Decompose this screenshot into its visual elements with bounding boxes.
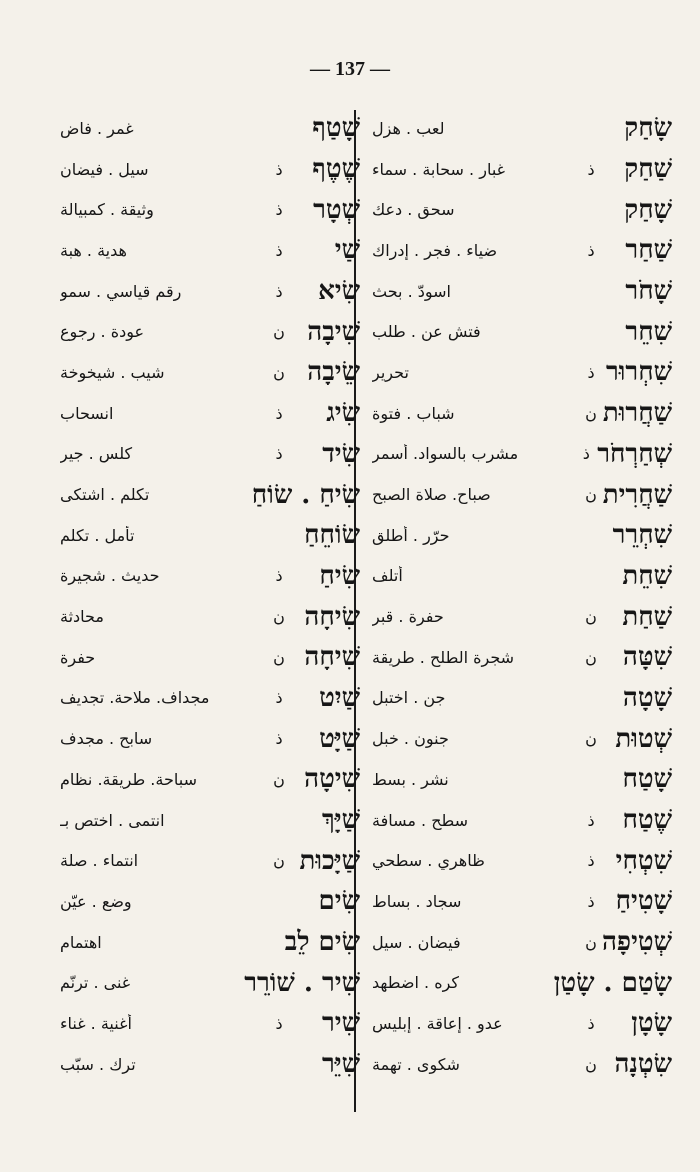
arabic-definition: سباحة. طريقة. نظام (60, 769, 197, 789)
dictionary-entry (372, 434, 672, 475)
arabic-definition: حفرة (60, 647, 96, 667)
arabic-definition: ترك . سبّب (60, 1054, 136, 1074)
arabic-definition: تحرير (372, 362, 409, 382)
dictionary-entry (372, 393, 672, 434)
gender-marker: ذ (587, 810, 595, 830)
arabic-definition: انتمى . اختص بـ (60, 810, 165, 830)
dictionary-entry (60, 271, 360, 312)
dictionary-entry (60, 474, 360, 515)
dictionary-entry (372, 474, 672, 515)
hebrew-headword: שִׁיטָה (304, 764, 360, 795)
arabic-definition: مجداف. ملاحة. تجديف (60, 688, 210, 708)
dictionary-entry (60, 230, 360, 271)
dictionary-entry (60, 678, 360, 719)
arabic-definition: انسحاب (60, 403, 114, 423)
dictionary-entry (60, 800, 360, 841)
hebrew-headword: שִׁחֵר (625, 316, 672, 347)
arabic-definition: شيب . شيخوخة (60, 362, 165, 382)
gender-marker: ذ (275, 688, 283, 708)
arabic-definition: غمر . فاض (60, 118, 134, 138)
gender-marker: ذ (587, 362, 595, 382)
arabic-definition: مشرب بالسواد. أسمر (372, 444, 519, 464)
dictionary-entry (372, 189, 672, 230)
hebrew-headword: שְׁטוּת (615, 723, 672, 754)
gender-marker: ذ (275, 200, 283, 220)
dictionary-entry (60, 189, 360, 230)
gender-marker: ذ (587, 891, 595, 911)
dictionary-entry (60, 759, 360, 800)
arabic-definition: شباب . فتوة (372, 403, 455, 423)
dictionary-entry (60, 556, 360, 597)
arabic-definition: اهتمام (60, 932, 102, 952)
dictionary-entry (372, 840, 672, 881)
dictionary-entry (372, 230, 672, 271)
gender-marker: ن (273, 769, 285, 789)
gender-marker: ذ (587, 1013, 595, 1033)
dictionary-entry (372, 1003, 672, 1044)
hebrew-headword: שְׁחַרְחֹר (597, 438, 672, 469)
hebrew-headword: שַׁיִט (319, 682, 360, 713)
gender-marker: ذ (587, 851, 595, 871)
hebrew-headword: שָׁטַף (312, 113, 360, 144)
hebrew-headword: שִׁיר (322, 1008, 360, 1039)
hebrew-headword: שִׁטְחִי (615, 845, 672, 876)
arabic-definition: رقم قياسي . سمو (60, 281, 182, 301)
arabic-definition: وضع . عيّن (60, 891, 132, 911)
arabic-definition: حديث . شجيرة (60, 566, 160, 586)
hebrew-headword: שִׁיר . שׁוֹרֵר (244, 967, 360, 998)
gender-marker: ذ (275, 159, 283, 179)
hebrew-headword: שִׂיא (318, 276, 360, 307)
gender-marker: ن (273, 607, 285, 627)
arabic-definition: كلس . جير (60, 444, 133, 464)
gender-marker: ن (585, 1054, 597, 1074)
arabic-definition: سيل . فيضان (60, 159, 149, 179)
arabic-definition: سجاد . بساط (372, 891, 462, 911)
gender-marker: ن (585, 607, 597, 627)
hebrew-headword: שִׁחֵת (622, 560, 672, 591)
dictionary-entry (60, 393, 360, 434)
arabic-definition: فتش عن . طلب (372, 322, 481, 342)
arabic-definition: محادثة (60, 607, 104, 627)
dictionary-entry (372, 556, 672, 597)
dictionary-entry (372, 596, 672, 637)
hebrew-headword: שְׁטָר (313, 194, 360, 225)
hebrew-headword: שַׁחַר (625, 235, 672, 266)
dictionary-entry (60, 515, 360, 556)
arabic-definition: سحق . دعك (372, 200, 455, 220)
dictionary-entry (60, 1044, 360, 1085)
hebrew-headword: שִׂים לֵב (284, 927, 360, 958)
page-number: — 137 — (310, 58, 390, 80)
dictionary-entry (372, 678, 672, 719)
dictionary-entry (60, 434, 360, 475)
hebrew-headword: שִׁטָּה (622, 642, 672, 673)
hebrew-headword: שִׁחְרֵר (612, 520, 672, 551)
left-column (60, 108, 360, 1085)
hebrew-headword: שִׂיג (326, 398, 360, 429)
dictionary-entry (372, 1044, 672, 1085)
hebrew-headword: שַׁחַת (622, 601, 672, 632)
hebrew-headword: שׂוֹחֵחַ (304, 520, 360, 551)
arabic-definition: انتماء . صلة (60, 851, 139, 871)
hebrew-headword: שָׁטָה (622, 682, 672, 713)
hebrew-headword: שָׁטַח (622, 764, 672, 795)
hebrew-headword: שֶׁטֶף (312, 154, 360, 185)
gender-marker: ذ (275, 1013, 283, 1033)
arabic-definition: شكوى . تهمة (372, 1054, 460, 1074)
right-column (372, 108, 672, 1085)
arabic-definition: حفرة . قبر (372, 607, 444, 627)
hebrew-headword: שַׁיָּכוּת (299, 845, 360, 876)
dictionary-entry (372, 637, 672, 678)
arabic-definition: فيضان . سيل (372, 932, 461, 952)
gender-marker: ن (273, 851, 285, 871)
gender-marker: ذ (275, 281, 283, 301)
hebrew-headword: שָׂחַק (624, 113, 672, 144)
hebrew-headword: שָׁחַק (624, 194, 672, 225)
arabic-definition: اسودّ . بحث (372, 281, 451, 301)
gender-marker: ن (273, 647, 285, 667)
hebrew-headword: שַׁי (334, 235, 360, 266)
dictionary-entry (60, 1003, 360, 1044)
dictionary-entry (372, 515, 672, 556)
dictionary-entry (60, 596, 360, 637)
arabic-definition: غنى . ترنّم (60, 973, 131, 993)
arabic-definition: كره . اضطهد (372, 973, 460, 993)
hebrew-headword: שַׁיָּט (319, 723, 360, 754)
gender-marker: ذ (275, 240, 283, 260)
hebrew-headword: שָׁחֹר (625, 276, 672, 307)
arabic-definition: وثيقة . كمبيالة (60, 200, 154, 220)
gender-marker: ذ (582, 444, 590, 464)
dictionary-entry (60, 881, 360, 922)
dictionary-entry (60, 637, 360, 678)
arabic-definition: هدية . هبة (60, 240, 127, 260)
arabic-definition: تكلم . اشتكى (60, 485, 150, 505)
hebrew-headword: שִׂים (318, 886, 360, 917)
dictionary-entry (60, 108, 360, 149)
hebrew-headword: שִׂיחַ . שׂוֹחַ (251, 479, 360, 510)
dictionary-entry (372, 718, 672, 759)
dictionary-entry (60, 922, 360, 963)
dictionary-entry (372, 800, 672, 841)
arabic-definition: شجرة الطلح . طريقة (372, 647, 515, 667)
hebrew-headword: שַׁחֲרוּת (602, 398, 672, 429)
hebrew-headword: שִׁיבָה (307, 316, 360, 347)
hebrew-headword: שָׂטָן (631, 1008, 672, 1039)
hebrew-headword: שִׂטְנָה (614, 1049, 672, 1080)
hebrew-headword: שָׁטִיחַ (615, 886, 672, 917)
hebrew-headword: שֶׁטַח (622, 805, 672, 836)
gender-marker: ذ (587, 159, 595, 179)
arabic-definition: غبار . سحابة . سماء (372, 159, 506, 179)
gender-marker: ذ (275, 566, 283, 586)
dictionary-entry (372, 352, 672, 393)
dictionary-entry (60, 352, 360, 393)
hebrew-headword: שִׂיחָה (304, 601, 360, 632)
arabic-definition: تأمل . تكلم (60, 525, 135, 545)
dictionary-entry (372, 108, 672, 149)
dictionary-entry (60, 718, 360, 759)
gender-marker: ن (585, 729, 597, 749)
arabic-definition: جن . اختبل (372, 688, 446, 708)
hebrew-headword: שַׁחֲרִית (602, 479, 672, 510)
arabic-definition: سابح . مجدف (60, 729, 153, 749)
arabic-definition: عودة . رجوع (60, 322, 145, 342)
dictionary-entry (60, 149, 360, 190)
dictionary-entry (372, 759, 672, 800)
gender-marker: ن (585, 647, 597, 667)
hebrew-headword: שִׁיחָה (304, 642, 360, 673)
gender-marker: ذ (275, 444, 283, 464)
hebrew-headword: שָׂטַם . שָׂטַן (553, 967, 672, 998)
gender-marker: ن (585, 932, 597, 952)
hebrew-headword: שִׂיד (322, 438, 360, 469)
hebrew-headword: שִׁחְרוּר (606, 357, 672, 388)
gender-marker: ن (585, 403, 597, 423)
gender-marker: ن (273, 322, 285, 342)
hebrew-headword: שַׁחַק (624, 154, 672, 185)
arabic-definition: ظاهري . سطحي (372, 851, 485, 871)
arabic-definition: ضياء . فجر . إدراك (372, 240, 498, 260)
gender-marker: ن (585, 485, 597, 505)
arabic-definition: حرّر . أطلق (372, 525, 450, 545)
dictionary-entry (372, 962, 672, 1003)
dictionary-entry (372, 149, 672, 190)
hebrew-headword: שַׁיָּךְ (322, 805, 360, 836)
arabic-definition: نشر . بسط (372, 769, 449, 789)
arabic-definition: صباح. صلاة الصبح (372, 485, 491, 505)
gender-marker: ذ (275, 729, 283, 749)
arabic-definition: أتلف (372, 566, 403, 586)
dictionary-entry (372, 922, 672, 963)
dictionary-entry (372, 881, 672, 922)
arabic-definition: عدو . إعاقة . إبليس (372, 1013, 503, 1033)
gender-marker: ن (273, 362, 285, 382)
arabic-definition: لعب . هزل (372, 118, 445, 138)
hebrew-headword: שֵׂיבָה (307, 357, 360, 388)
dictionary-entry (60, 962, 360, 1003)
arabic-definition: جنون . خبل (372, 729, 449, 749)
dictionary-entry (372, 311, 672, 352)
arabic-definition: أغنية . غناء (60, 1013, 132, 1033)
dictionary-entry (60, 840, 360, 881)
hebrew-headword: שִׁיֵּר (322, 1049, 360, 1080)
dictionary-entry (372, 271, 672, 312)
arabic-definition: سطح . مسافة (372, 810, 469, 830)
dictionary-entry (60, 311, 360, 352)
gender-marker: ذ (587, 240, 595, 260)
hebrew-headword: שְׁטִיפָה (601, 927, 672, 958)
hebrew-headword: שִׂיחַ (319, 560, 360, 591)
gender-marker: ذ (275, 403, 283, 423)
